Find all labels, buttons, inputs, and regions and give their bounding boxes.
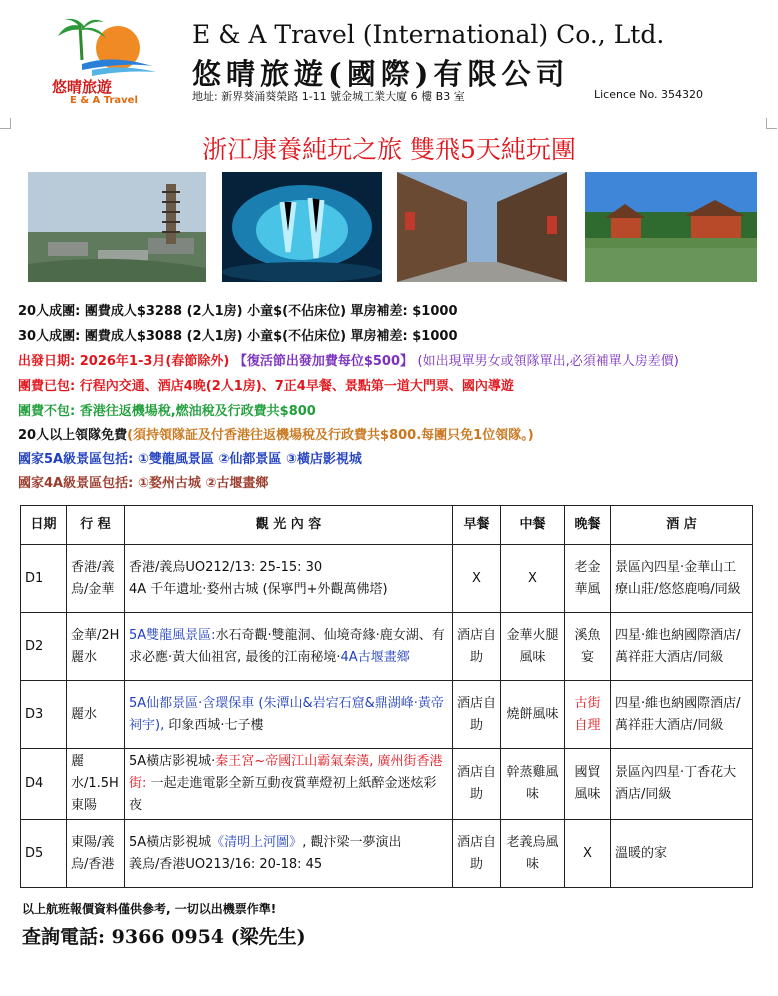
sights-4a: 4A古堰畫鄉: [340, 649, 410, 665]
dinner-cell: 溪魚宴: [565, 613, 611, 681]
sights-text: 印象西城·七子樓: [164, 717, 264, 733]
sights-text: 一起走進電影全新互動夜賞華燈初上紙醉金迷炫彩夜: [129, 776, 437, 813]
price-20-text: 團費成人$3288 (2人1房) 小童$(不佔床位) 單房補差: $1000: [84, 304, 458, 319]
logo-text-en: E & A Travel: [70, 95, 138, 104]
price-30-text: 團費成人$3088 (2人1房) 小童$(不佔床位) 單房補差: $1000: [84, 329, 458, 344]
level-4a-line: 國家4A級景區包括: ①婺州古城 ②古堰畫鄉: [18, 476, 269, 491]
included-text: 行程內交通、酒店4晚(2人1房)、7正4早餐、景點第一道大門票、國內導遊: [79, 379, 514, 394]
table-header-row: [21, 506, 753, 545]
flight-text: 香港/義烏UO212/13: 25-15: 30: [129, 559, 323, 575]
level-5a-line: 國家5A級景區包括: ①雙龍風景區 ②仙都景區 ③橫店影視城: [18, 452, 362, 467]
sights-highlight: 《清明上河圖》: [211, 834, 303, 850]
lunch-cell: 老義烏風味: [501, 820, 565, 888]
excluded-line: [18, 400, 316, 419]
crop-mark-right: [766, 118, 777, 129]
route-cell: 金華/2H麗水: [67, 613, 125, 681]
day-cell: D4: [21, 749, 67, 820]
hotel-cell: 景區內四星·金華山工療山莊/悠悠鹿鳴/同級: [611, 545, 753, 613]
dinner-cell: 國貿風味: [565, 749, 611, 820]
sights-cell: [125, 820, 453, 888]
photo-pagoda-city-aerial: [28, 172, 206, 282]
sights-5a: 5A橫店影視城·: [129, 754, 216, 769]
dinner-cell: X: [565, 820, 611, 888]
logo-graphic: [52, 14, 170, 104]
dinner-cell: 古街自理: [565, 681, 611, 749]
sights-cell: [125, 749, 453, 820]
breakfast-cell: X: [453, 545, 501, 613]
leader-note: (須持領隊証及付香港往返機場稅及行政費共$800.每團只免1位領隊。): [127, 428, 534, 443]
header-dinner: 晚餐: [565, 506, 611, 545]
table-row: [21, 749, 753, 820]
included-label: 團費已包:: [18, 379, 76, 394]
company-name-en: E & A Travel (International) Co., Ltd.: [192, 20, 665, 49]
company-address: 地址: 新界葵涌葵榮路 1-11 號金城工業大廈 6 樓 B3 室: [192, 90, 465, 103]
day-cell: D1: [21, 545, 67, 613]
lunch-cell: 金華火腿風味: [501, 613, 565, 681]
hotel-cell: 四星·維也納國際酒店/萬祥莊大酒店/同級: [611, 613, 753, 681]
leader-label: 20人以上領隊免費: [18, 428, 128, 443]
single-room-note: (如出現單男女或領隊單出,必須補單人房差價): [417, 354, 679, 369]
lunch-cell: 燒餅風味: [501, 681, 565, 749]
header-hotel: 酒 店: [611, 506, 753, 545]
departure-line: [18, 350, 679, 369]
sights-5a: 5A橫店影視城: [129, 834, 212, 850]
company-name-zh: 悠晴旅遊(國際)有限公司: [192, 57, 570, 91]
breakfast-cell: 酒店自助: [453, 820, 501, 888]
photo-karst-cave: [222, 172, 382, 282]
easter-surcharge: 【復活節出發加費每位$500】: [233, 354, 414, 369]
sights-text: 水石奇觀·雙龍洞、仙境奇緣·鹿女湖、有求必應·黃大仙祖宮, 最後的江南秘境·: [129, 627, 445, 665]
breakfast-cell: 酒店自助: [453, 681, 501, 749]
logo-text-zh: 悠晴旅遊: [52, 78, 113, 96]
sights-5a: 5A雙龍風景區:: [129, 627, 216, 643]
flight-text: 義烏/香港UO213/16: 20-18: 45: [129, 856, 323, 872]
breakfast-cell: 酒店自助: [453, 613, 501, 681]
route-cell: 麗水/1.5H東陽: [67, 749, 125, 820]
price-30-label: 30人成團:: [18, 329, 81, 344]
departure-label: 出發日期:: [18, 354, 76, 369]
itinerary-table: [20, 505, 753, 888]
hotel-cell: 景區內四星·丁香花大酒店/同級: [611, 749, 753, 820]
contact-phone: 查詢電話: 9366 0954 (梁先生): [22, 926, 306, 948]
included-line: [18, 375, 514, 394]
table-row: [21, 681, 753, 749]
sights-cell: [125, 681, 453, 749]
excluded-label: 團費不包:: [18, 404, 76, 419]
lunch-cell: 幹蒸雞風味: [501, 749, 565, 820]
table-row: [21, 545, 753, 613]
photo-ancient-street: [397, 172, 567, 282]
sights-text: 4A 千年遺址·婺州古城 (保寧門+外觀萬佛塔): [129, 581, 388, 597]
licence-number: Licence No. 354320: [594, 88, 704, 101]
tour-title: 浙江康養純玩之旅 雙飛5天純玩團: [202, 135, 576, 164]
photo-lake-pavilion: [585, 172, 757, 282]
sights-cell: [125, 545, 453, 613]
header-sights: 觀 光 內 容: [125, 506, 453, 545]
price-20-label: 20人成團:: [18, 304, 81, 319]
sights-cell: [125, 613, 453, 681]
price-20-line: [18, 300, 458, 319]
route-cell: 麗水: [67, 681, 125, 749]
sights-highlight: 秦王宮~帝國江山霸氣秦漢, 廣州街香港街:: [129, 754, 443, 791]
price-30-line: [18, 325, 458, 344]
company-logo: [52, 14, 170, 104]
breakfast-cell: 酒店自助: [453, 749, 501, 820]
lunch-cell: X: [501, 545, 565, 613]
excluded-text: 香港往返機場稅,燃油稅及行政費共$800: [79, 404, 316, 419]
hotel-cell: 溫暖的家: [611, 820, 753, 888]
dinner-cell: 老金華風: [565, 545, 611, 613]
day-cell: D3: [21, 681, 67, 749]
sights-text: , 觀汴梁一夢演出: [302, 834, 402, 850]
route-cell: 東陽/義烏/香港: [67, 820, 125, 888]
flight-disclaimer: 以上航班報價資料僅供參考, 一切以出機票作準!: [22, 902, 277, 916]
route-cell: 香港/義烏/金華: [67, 545, 125, 613]
leader-line: [18, 424, 534, 443]
crop-mark-left: [0, 118, 11, 129]
header-day: 日期: [21, 506, 67, 545]
hotel-cell: 四星·維也納國際酒店/萬祥莊大酒店/同級: [611, 681, 753, 749]
day-cell: D2: [21, 613, 67, 681]
departure-dates: 2026年1-3月(春節除外): [79, 354, 230, 369]
header-route: 行 程: [67, 506, 125, 545]
header-lunch: 中餐: [501, 506, 565, 545]
header-breakfast: 早餐: [453, 506, 501, 545]
day-cell: D5: [21, 820, 67, 888]
sights-5a: 5A仙都景區·含環保車 (朱潭山&岩宕石窟&鼎湖峰·黃帝祠宇),: [129, 695, 444, 733]
table-row: [21, 613, 753, 681]
table-row: [21, 820, 753, 888]
